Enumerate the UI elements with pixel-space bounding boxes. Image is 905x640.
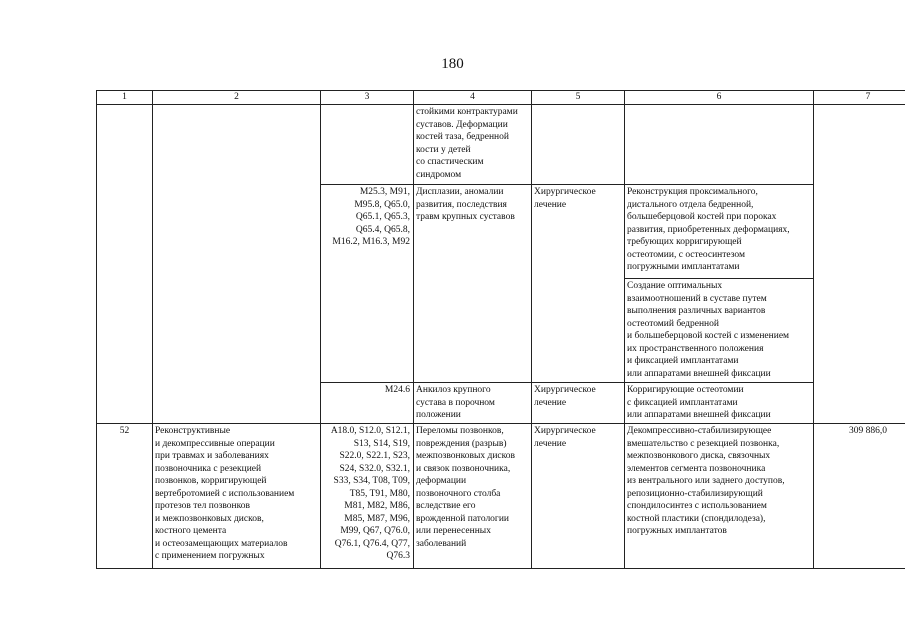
header-col-2: 2	[153, 91, 321, 105]
treatment-type-cell: Хирургическое лечение	[532, 383, 625, 424]
services-table	[96, 90, 905, 569]
icd-codes-cell: M25.3, M91, M95.8, Q65.0, Q65.1, Q65.3, Q65.4, Q65.8, M16.2, M16.3, M92	[321, 185, 414, 383]
method-cell: Создание оптимальных взаимоотношений в суставе путем выполнения различных вариантов остеотомий бедренной и большеберцовой костей с изменением их пространственного положения и фиксацией имплантатами или аппаратами внешней фиксации	[625, 279, 814, 383]
row-number-cell: 52	[97, 424, 153, 569]
icd-codes-cell: M24.6	[321, 383, 414, 424]
care-type-cell: Реконструктивные и декомпрессивные операции при травмах и заболеваниях позвоночника с резекцией позвонков, корригирующей вертебротомией с использованием протезов тел позвонков и межпозвонковых дисков, костного цемента и остеозамещающих материалов с применением погружных	[153, 424, 321, 569]
cell-empty	[814, 105, 905, 424]
diagnosis-cell: Переломы позвонков, повреждения (разрыв) межпозвонковых дисков и связок позвоночника, деформации позвоночного столба вследствие его врожденной патологии или перенесенных заболеваний	[414, 424, 532, 569]
method-cell: Декомпрессивно-стабилизирующее вмешательство с резекцией позвонка, межпозвонкового диска, связочных элементов сегмента позвоночника из вентрального или заднего доступов, репозиционно-стабилизирующий спондилосинтез с использованием костной пластики (спондилодеза), погружных имплантатов	[625, 424, 814, 569]
method-cell: Корригирующие остеотомии с фиксацией имплантатами или аппаратами внешней фиксации	[625, 383, 814, 424]
cell-empty	[625, 105, 814, 185]
diagnosis-cell: стойкими контрактурами суставов. Деформации костей таза, бедренной кости у детей со спастическим синдромом	[414, 105, 532, 185]
header-col-5: 5	[532, 91, 625, 105]
table-row	[97, 105, 905, 185]
page-number: 180	[441, 56, 464, 72]
header-col-4: 4	[414, 91, 532, 105]
cell-empty	[153, 105, 321, 424]
cell-empty	[532, 105, 625, 185]
table-row	[97, 424, 905, 569]
header-row	[97, 91, 905, 105]
diagnosis-cell: Дисплазии, аномалии развития, последствия травм крупных суставов	[414, 185, 532, 383]
diagnosis-cell: Анкилоз крупного сустава в порочном положении	[414, 383, 532, 424]
header-col-6: 6	[625, 91, 814, 105]
header-col-7: 7	[814, 91, 905, 105]
icd-codes-cell: A18.0, S12.0, S12.1, S13, S14, S19, S22.0, S22.1, S23, S24, S32.0, S32.1, S33, S34, T08, T09, T85, T91, M80, M81, M82, M86, M85, M87, M96, M99, Q67, Q76.0, Q76.1, Q76.4, Q77, Q76.3	[321, 424, 414, 569]
cost-cell: 309 886,0	[814, 424, 905, 569]
header-col-1: 1	[97, 91, 153, 105]
treatment-type-cell: Хирургическое лечение	[532, 185, 625, 383]
header-col-3: 3	[321, 91, 414, 105]
method-cell: Реконструкция проксимального, дистального отдела бедренной, большеберцовой костей при пороках развития, приобретенных деформациях, требующих корригирующей остеотомии, с остеосинтезом погружными имплантатами	[625, 185, 814, 279]
cell-empty	[97, 105, 153, 424]
treatment-type-cell: Хирургическое лечение	[532, 424, 625, 569]
cell-empty	[321, 105, 414, 185]
